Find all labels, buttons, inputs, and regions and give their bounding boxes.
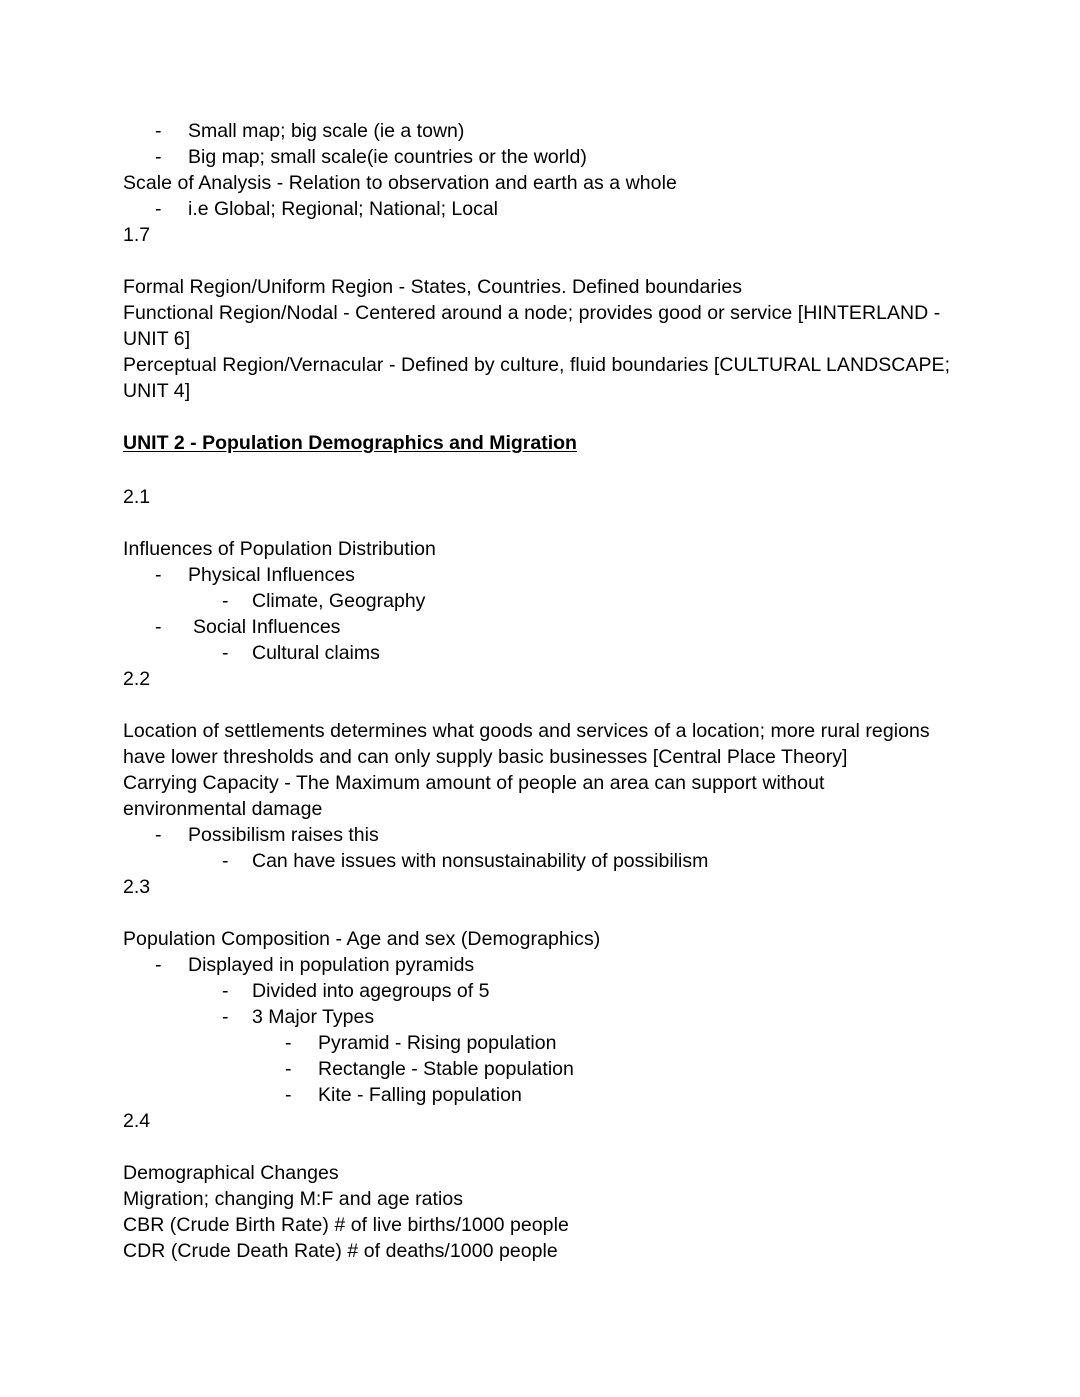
bullet-dash-icon: -	[285, 1032, 292, 1054]
document-block	[123, 404, 953, 484]
bullet-item	[123, 1056, 953, 1082]
bullet-item	[123, 640, 953, 666]
bullet-text: Rectangle - Stable population	[318, 1058, 574, 1080]
paragraph: Population Composition - Age and sex (Demographics)	[123, 928, 601, 950]
bullet-dash-icon: -	[155, 954, 162, 976]
blank-line	[123, 458, 953, 484]
paragraph: Perceptual Region/Vernacular - Defined by culture, fluid boundaries [CULTURAL LANDSCAPE; UNIT 4]	[123, 354, 951, 402]
document-block	[123, 222, 953, 404]
bullet-item	[123, 1082, 953, 1108]
section-number: 2.1	[123, 486, 151, 508]
bullet-dash-icon: -	[155, 198, 162, 220]
paragraph: CDR (Crude Death Rate) # of deaths/1000 people	[123, 1240, 558, 1262]
bullet-text: Possibilism raises this	[188, 824, 379, 846]
bullet-item	[123, 614, 953, 640]
blank-line	[123, 1134, 953, 1160]
bullet-text: Physical Influences	[188, 564, 355, 586]
bullet-dash-icon: -	[222, 590, 229, 612]
bullet-text: Kite - Falling population	[318, 1084, 522, 1106]
section-number: 2.2	[123, 668, 151, 690]
bullet-dash-icon: -	[222, 1006, 229, 1028]
bullet-text: Small map; big scale (ie a town)	[188, 120, 465, 142]
bullet-dash-icon: -	[155, 564, 162, 586]
document-block	[123, 118, 953, 222]
section-number: 2.3	[123, 876, 151, 898]
bullet-item	[123, 1004, 953, 1030]
bullet-dash-icon: -	[222, 850, 229, 872]
bullet-text: Can have issues with nonsustainability of possibilism	[252, 850, 709, 872]
bullet-dash-icon: -	[222, 980, 229, 1002]
paragraph: Scale of Analysis - Relation to observation and earth as a whole	[123, 172, 677, 194]
document-body	[123, 118, 953, 1264]
bullet-item	[123, 822, 953, 848]
blank-line	[123, 510, 953, 536]
bullet-text: Climate, Geography	[252, 590, 426, 612]
bullet-dash-icon: -	[155, 120, 162, 142]
section-number: 2.4	[123, 1110, 151, 1132]
paragraph: Functional Region/Nodal - Centered around a node; provides good or service [HINTERLAND - UNIT 6]	[123, 302, 941, 350]
paragraph: Location of settlements determines what goods and services of a location; more rural regions have lower thresholds and can only supply basic businesses [Central Place Theory]	[123, 720, 930, 768]
bullet-item	[123, 1030, 953, 1056]
bullet-dash-icon: -	[155, 616, 162, 638]
paragraph: CBR (Crude Birth Rate) # of live births/1000 people	[123, 1214, 569, 1236]
bullet-text: 3 Major Types	[252, 1006, 375, 1028]
bullet-dash-icon: -	[155, 146, 162, 168]
blank-line	[123, 900, 953, 926]
document-block	[123, 1108, 953, 1264]
bullet-text: Cultural claims	[252, 642, 380, 664]
bullet-item	[123, 562, 953, 588]
blank-line	[123, 248, 953, 274]
document-block	[123, 874, 953, 1108]
bullet-dash-icon: -	[222, 642, 229, 664]
bullet-item	[123, 588, 953, 614]
bullet-item	[123, 118, 953, 144]
blank-line	[123, 692, 953, 718]
bullet-dash-icon: -	[285, 1084, 292, 1106]
bullet-text: Divided into agegroups of 5	[252, 980, 490, 1002]
bullet-item	[123, 952, 953, 978]
document-block	[123, 666, 953, 874]
bullet-text: Social Influences	[193, 616, 341, 638]
blank-line	[123, 404, 953, 430]
paragraph: Formal Region/Uniform Region - States, Countries. Defined boundaries	[123, 276, 743, 298]
bullet-text: Displayed in population pyramids	[188, 954, 475, 976]
bullet-dash-icon: -	[285, 1058, 292, 1080]
bullet-item	[123, 144, 953, 170]
document-block	[123, 484, 953, 666]
section-number: 1.7	[123, 224, 151, 246]
bullet-item	[123, 196, 953, 222]
bullet-item	[123, 978, 953, 1004]
unit-heading-row	[123, 430, 953, 458]
paragraph: Influences of Population Distribution	[123, 538, 436, 560]
unit-heading: UNIT 2 - Population Demographics and Migration	[123, 432, 577, 454]
paragraph: Carrying Capacity - The Maximum amount of people an area can support without environmental damage	[123, 772, 825, 820]
bullet-text: i.e Global; Regional; National; Local	[188, 198, 499, 220]
paragraph: Migration; changing M:F and age ratios	[123, 1188, 464, 1210]
paragraph: Demographical Changes	[123, 1162, 339, 1184]
bullet-text: Pyramid - Rising population	[318, 1032, 557, 1054]
bullet-dash-icon: -	[155, 824, 162, 846]
bullet-item	[123, 848, 953, 874]
bullet-text: Big map; small scale(ie countries or the world)	[188, 146, 587, 168]
